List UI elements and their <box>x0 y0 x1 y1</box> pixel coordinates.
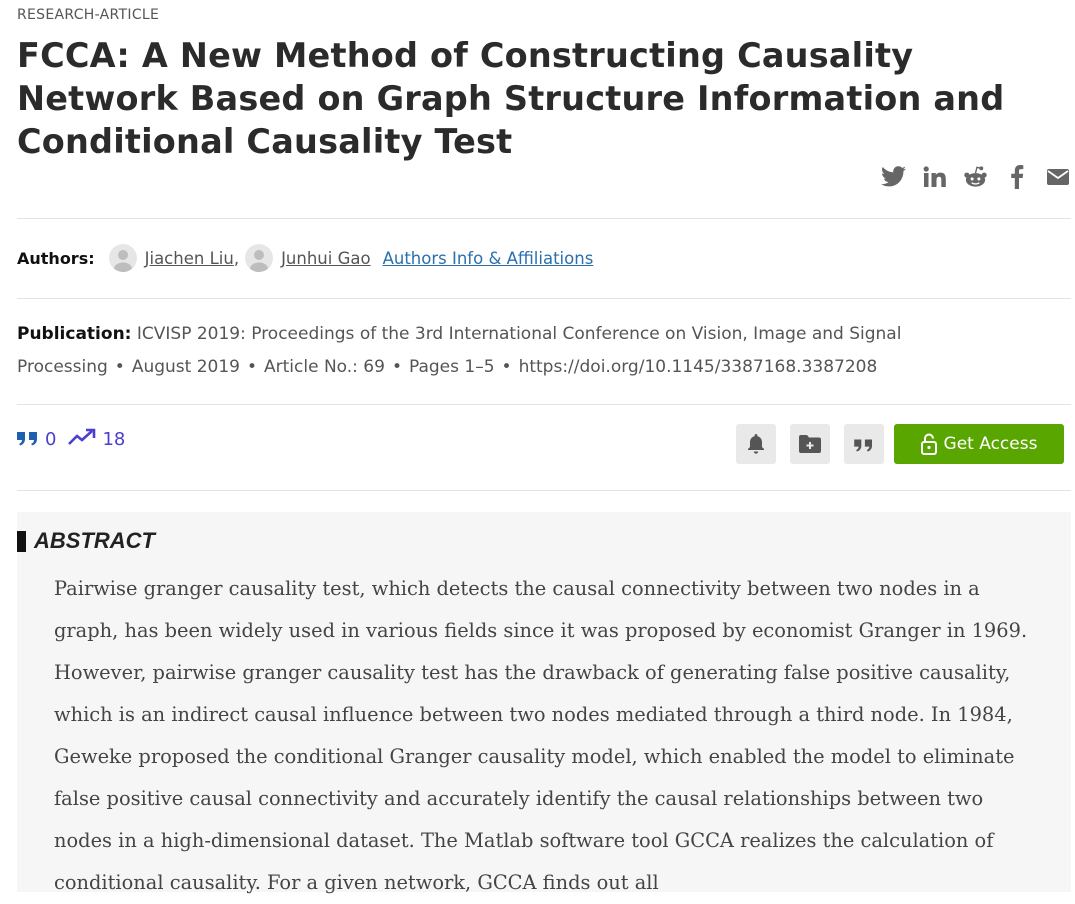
divider <box>17 218 1071 219</box>
metrics-bar <box>17 428 137 451</box>
page-range: Pages 1–5 <box>408 357 495 377</box>
authors-info-link[interactable]: Authors Info & Affiliations <box>382 248 594 268</box>
article-type-label: RESEARCH-ARTICLE <box>17 7 160 23</box>
citation-count[interactable]: 0 <box>45 429 57 450</box>
linkedin-icon[interactable] <box>921 163 948 190</box>
author-separator: , <box>233 248 240 268</box>
citation-quote-icon[interactable] <box>17 428 39 451</box>
authors-row <box>17 244 593 272</box>
email-icon[interactable] <box>1044 163 1071 190</box>
bullet: • <box>391 357 402 377</box>
article-actions <box>722 424 1064 464</box>
article-number: Article No.: 69 <box>264 357 385 377</box>
abstract-section <box>17 512 1071 892</box>
article-title: FCCA: A New Method of Constructing Causality Network Based on Graph Structure Information and Conditional Causality Test <box>17 36 1005 161</box>
divider <box>17 298 1071 299</box>
trending-icon[interactable] <box>68 428 96 451</box>
download-count[interactable]: 18 <box>102 429 126 450</box>
divider <box>17 404 1071 405</box>
alert-button[interactable] <box>736 424 776 464</box>
abstract-heading <box>17 528 155 554</box>
share-bar <box>880 163 1071 190</box>
quote-icon <box>854 436 874 452</box>
get-access-button[interactable] <box>894 424 1064 464</box>
bullet: • <box>501 357 512 377</box>
reddit-icon[interactable] <box>962 163 989 190</box>
author-link-liu[interactable]: Jiachen Liu <box>144 248 234 268</box>
bullet: • <box>114 357 125 377</box>
publication-label: Publication: <box>17 324 132 344</box>
publication-date: August 2019 <box>131 357 240 377</box>
bell-icon <box>747 434 765 454</box>
avatar <box>109 244 137 272</box>
facebook-icon[interactable] <box>1003 163 1030 190</box>
folder-add-icon <box>799 435 821 453</box>
save-to-binder-button[interactable] <box>790 424 830 464</box>
abstract-marker <box>17 531 26 552</box>
publication-venue[interactable]: ICVISP 2019: Proceedings of the 3rd International Conference on Vision, Image and Signal Processing <box>17 324 902 377</box>
lock-open-icon <box>921 433 937 455</box>
publication-info <box>17 318 1075 384</box>
author-link-gao[interactable]: Junhui Gao <box>281 248 371 268</box>
get-access-label: Get Access <box>943 434 1038 454</box>
abstract-title: ABSTRACT <box>34 528 155 553</box>
cite-button[interactable] <box>844 424 884 464</box>
doi-link[interactable]: https://doi.org/10.1145/3387168.3387208 <box>518 357 878 377</box>
abstract-text: Pairwise granger causality test, which detects the causal connectivity between two nodes in a graph, has been widely used in various fields since it was proposed by economist Granger in 1969. However, pairwise granger causality test has the drawback of generating false positive causality, which is an indirect causal influence between two nodes mediated through a third node. In 1984, Geweke proposed the conditional Granger causality model, which enabled the model to eliminate false positive causal connectivity and accurately identify the causal relationships between two nodes in a high-dimensional dataset. The Matlab software tool GCCA realizes the calculation of conditional causality. For a given network, GCCA finds out all <box>54 577 1028 894</box>
bullet: • <box>246 357 258 377</box>
avatar <box>245 244 273 272</box>
authors-label: Authors: <box>17 248 95 268</box>
divider <box>17 490 1071 491</box>
twitter-icon[interactable] <box>880 163 907 190</box>
